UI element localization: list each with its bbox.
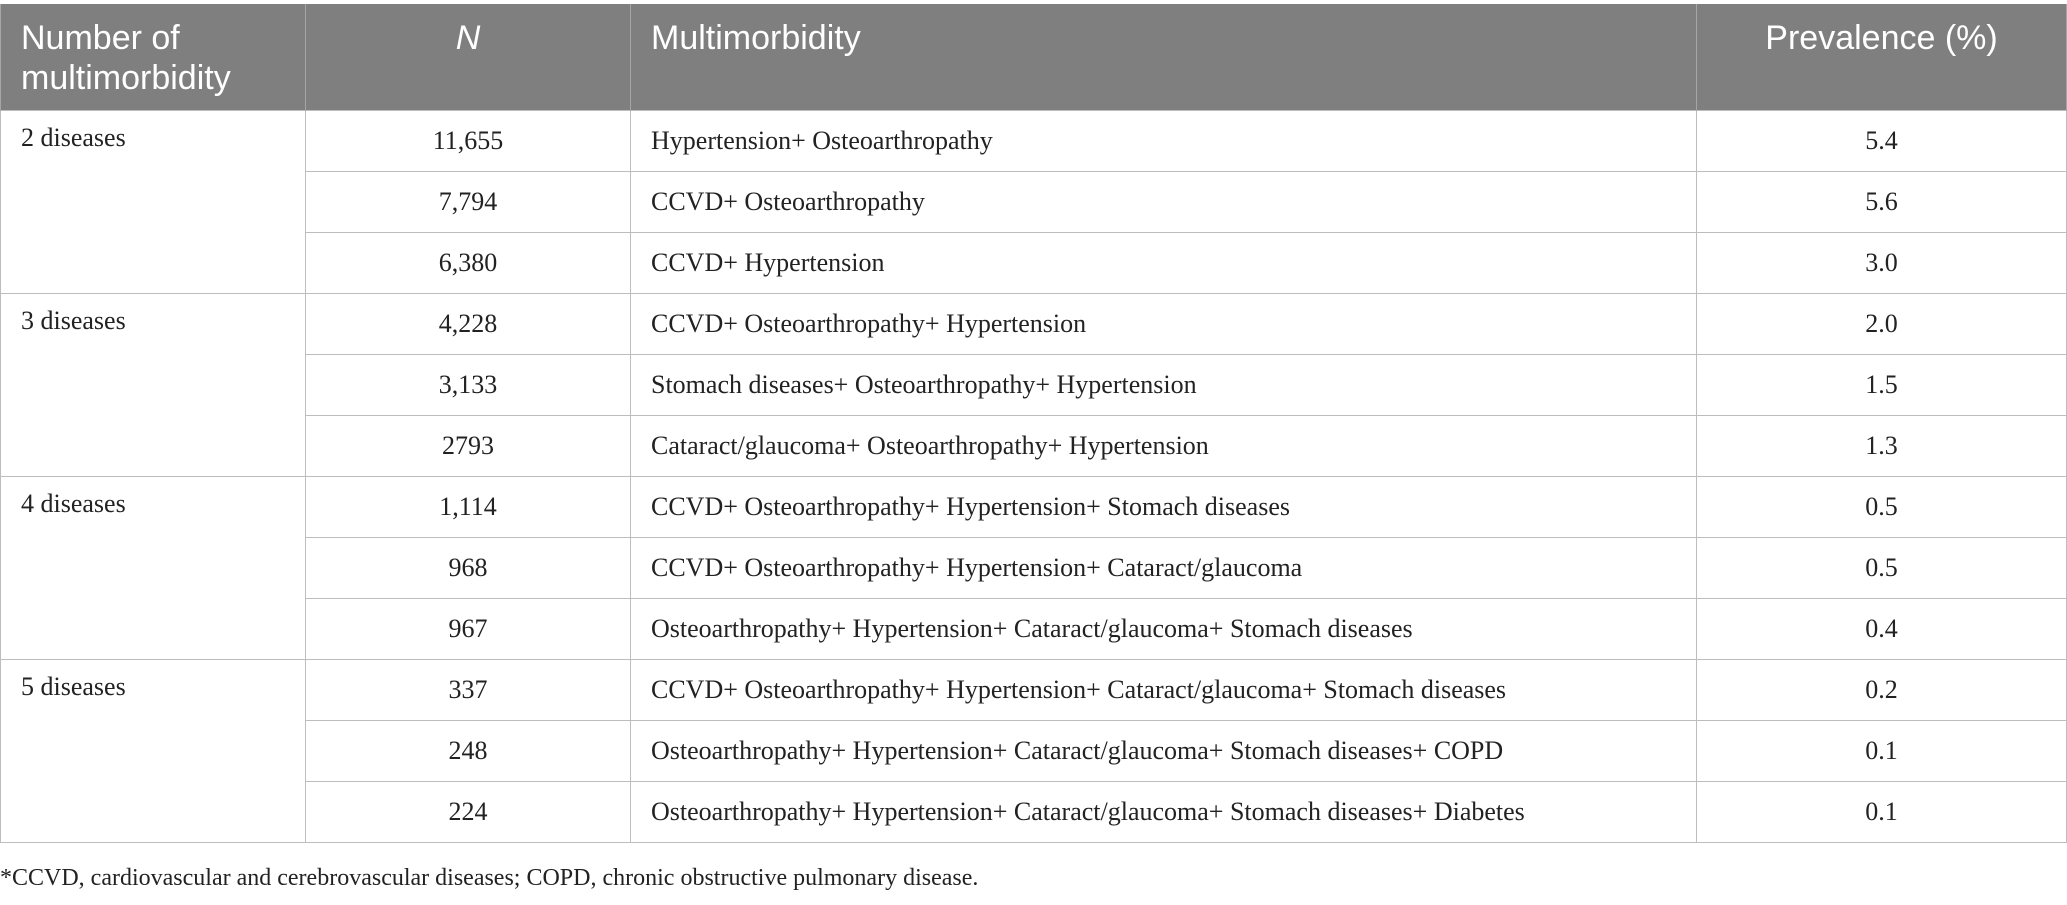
group-label: 4 diseases <box>1 476 306 659</box>
cell-multimorbidity: Osteoarthropathy+ Hypertension+ Cataract/glaucoma+ Stomach diseases <box>631 598 1697 659</box>
table-row <box>1 293 2067 354</box>
cell-n: 11,655 <box>306 110 631 171</box>
table-row <box>1 110 2067 171</box>
cell-n: 3,133 <box>306 354 631 415</box>
table-row <box>1 659 2067 720</box>
header-prevalence: Prevalence (%) <box>1697 4 2067 110</box>
table-row <box>1 171 2067 232</box>
group-label: 5 diseases <box>1 659 306 842</box>
cell-n: 337 <box>306 659 631 720</box>
header-multimorbidity: Multimorbidity <box>631 4 1697 110</box>
table-row <box>1 415 2067 476</box>
cell-n: 2793 <box>306 415 631 476</box>
cell-prevalence: 3.0 <box>1697 232 2067 293</box>
table-header <box>1 4 2067 110</box>
cell-multimorbidity: Osteoarthropathy+ Hypertension+ Cataract/glaucoma+ Stomach diseases+ Diabetes <box>631 781 1697 842</box>
cell-multimorbidity: CCVD+ Osteoarthropathy+ Hypertension <box>631 293 1697 354</box>
table-row <box>1 476 2067 537</box>
cell-n: 968 <box>306 537 631 598</box>
table-row <box>1 537 2067 598</box>
cell-prevalence: 5.4 <box>1697 110 2067 171</box>
cell-n: 4,228 <box>306 293 631 354</box>
cell-multimorbidity: CCVD+ Hypertension <box>631 232 1697 293</box>
table-row <box>1 720 2067 781</box>
table-row <box>1 598 2067 659</box>
multimorbidity-table <box>0 4 2067 843</box>
cell-prevalence: 0.1 <box>1697 720 2067 781</box>
header-row <box>1 4 2067 110</box>
cell-n: 1,114 <box>306 476 631 537</box>
table-row <box>1 354 2067 415</box>
cell-prevalence: 1.5 <box>1697 354 2067 415</box>
group-label: 2 diseases <box>1 110 306 293</box>
header-n: N <box>306 4 631 110</box>
header-number-of-multimorbidity: Number of multimorbidity <box>1 4 306 110</box>
cell-multimorbidity: Cataract/glaucoma+ Osteoarthropathy+ Hypertension <box>631 415 1697 476</box>
cell-multimorbidity: CCVD+ Osteoarthropathy+ Hypertension+ Cataract/glaucoma+ Stomach diseases <box>631 659 1697 720</box>
cell-prevalence: 5.6 <box>1697 171 2067 232</box>
table-row <box>1 232 2067 293</box>
table-body <box>1 110 2067 842</box>
cell-prevalence: 0.5 <box>1697 476 2067 537</box>
cell-multimorbidity: CCVD+ Osteoarthropathy <box>631 171 1697 232</box>
multimorbidity-table-container <box>0 4 2066 843</box>
table-row <box>1 781 2067 842</box>
group-label: 3 diseases <box>1 293 306 476</box>
cell-n: 6,380 <box>306 232 631 293</box>
cell-multimorbidity: CCVD+ Osteoarthropathy+ Hypertension+ Stomach diseases <box>631 476 1697 537</box>
cell-multimorbidity: CCVD+ Osteoarthropathy+ Hypertension+ Cataract/glaucoma <box>631 537 1697 598</box>
cell-prevalence: 0.4 <box>1697 598 2067 659</box>
cell-prevalence: 0.5 <box>1697 537 2067 598</box>
cell-n: 224 <box>306 781 631 842</box>
table-footnote: *CCVD, cardiovascular and cerebrovascular diseases; COPD, chronic obstructive pulmonary disease. <box>0 865 979 891</box>
cell-multimorbidity: Stomach diseases+ Osteoarthropathy+ Hypertension <box>631 354 1697 415</box>
cell-prevalence: 1.3 <box>1697 415 2067 476</box>
cell-n: 967 <box>306 598 631 659</box>
cell-n: 248 <box>306 720 631 781</box>
cell-prevalence: 0.1 <box>1697 781 2067 842</box>
cell-prevalence: 2.0 <box>1697 293 2067 354</box>
cell-prevalence: 0.2 <box>1697 659 2067 720</box>
cell-n: 7,794 <box>306 171 631 232</box>
cell-multimorbidity: Hypertension+ Osteoarthropathy <box>631 110 1697 171</box>
cell-multimorbidity: Osteoarthropathy+ Hypertension+ Cataract/glaucoma+ Stomach diseases+ COPD <box>631 720 1697 781</box>
